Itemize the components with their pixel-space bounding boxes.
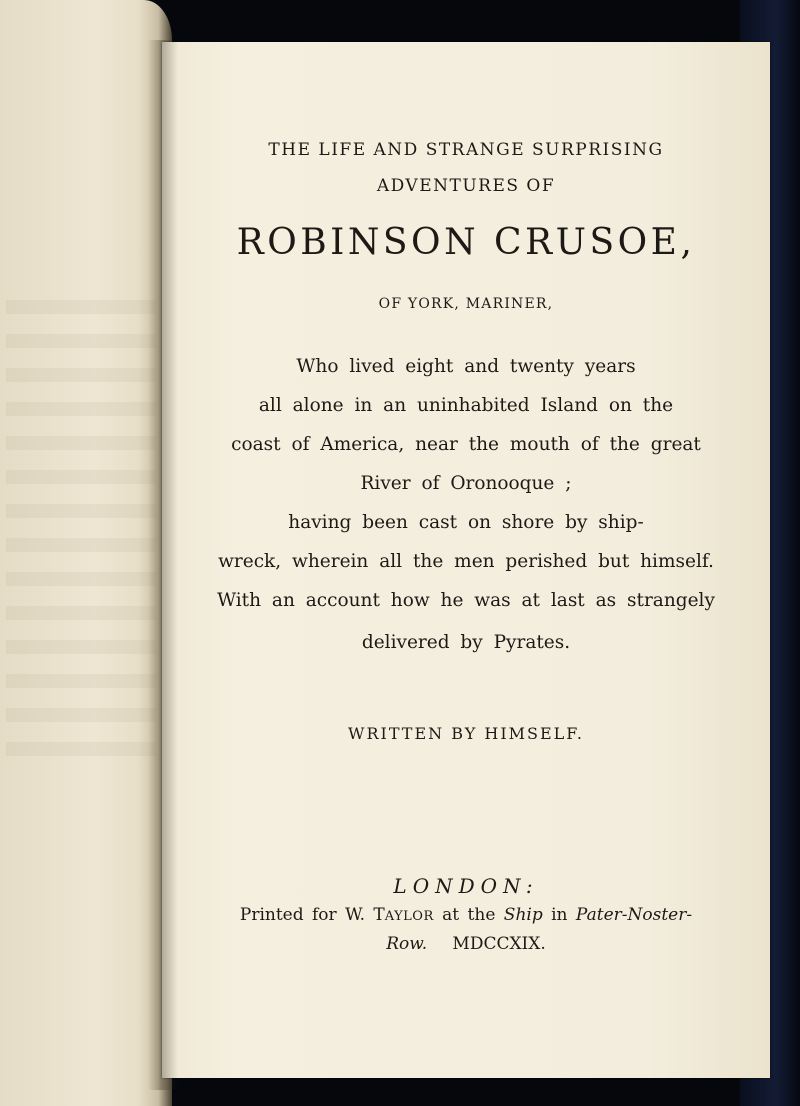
description-line: delivered by Pyrates. xyxy=(361,632,571,653)
imprint-in: in xyxy=(551,905,568,925)
main-title: ROBINSON CRUSOE, xyxy=(236,222,696,263)
subtitle: OF YORK, MARINER, xyxy=(378,296,554,312)
printer-rest: AYLOR xyxy=(384,909,434,924)
description-line: Who lived eight and twenty years xyxy=(296,356,636,377)
description-line: With an account how he was at last as strangely xyxy=(217,590,715,611)
left-page xyxy=(0,0,172,1106)
book-gutter xyxy=(148,40,178,1090)
imprint-year: MDCCXIX. xyxy=(452,934,546,954)
printer-initial: T xyxy=(373,905,385,925)
imprint-street-part2: Row. xyxy=(386,934,428,954)
title-page xyxy=(162,42,770,1078)
imprint-ship: Ship xyxy=(503,905,543,925)
imprint-street-part1: Pater-Noster- xyxy=(575,905,693,925)
description-line: all alone in an uninhabited Island on the xyxy=(258,395,674,416)
description-line: wreck, wherein all the men perished but himself. xyxy=(218,551,714,572)
heading-line-2: ADVENTURES OF xyxy=(376,176,556,196)
show-through-text xyxy=(6,300,156,760)
description-line: River of Oronooque ; xyxy=(360,473,572,494)
description-line: coast of America, near the mouth of the great xyxy=(231,434,701,455)
imprint-at-the: at the xyxy=(442,905,496,925)
imprint-printed-for: Printed for W. xyxy=(239,905,365,925)
imprint-line-2 xyxy=(162,934,770,954)
description-line: having been cast on shore by ship- xyxy=(288,512,644,533)
author-line: WRITTEN BY HIMSELF. xyxy=(348,724,584,743)
imprint-printer-name xyxy=(373,905,433,925)
imprint-place: LONDON: xyxy=(393,874,539,898)
heading-line-1: THE LIFE AND STRANGE SURPRISING xyxy=(268,140,664,160)
imprint-line-1 xyxy=(162,905,770,925)
right-page xyxy=(162,42,770,1078)
